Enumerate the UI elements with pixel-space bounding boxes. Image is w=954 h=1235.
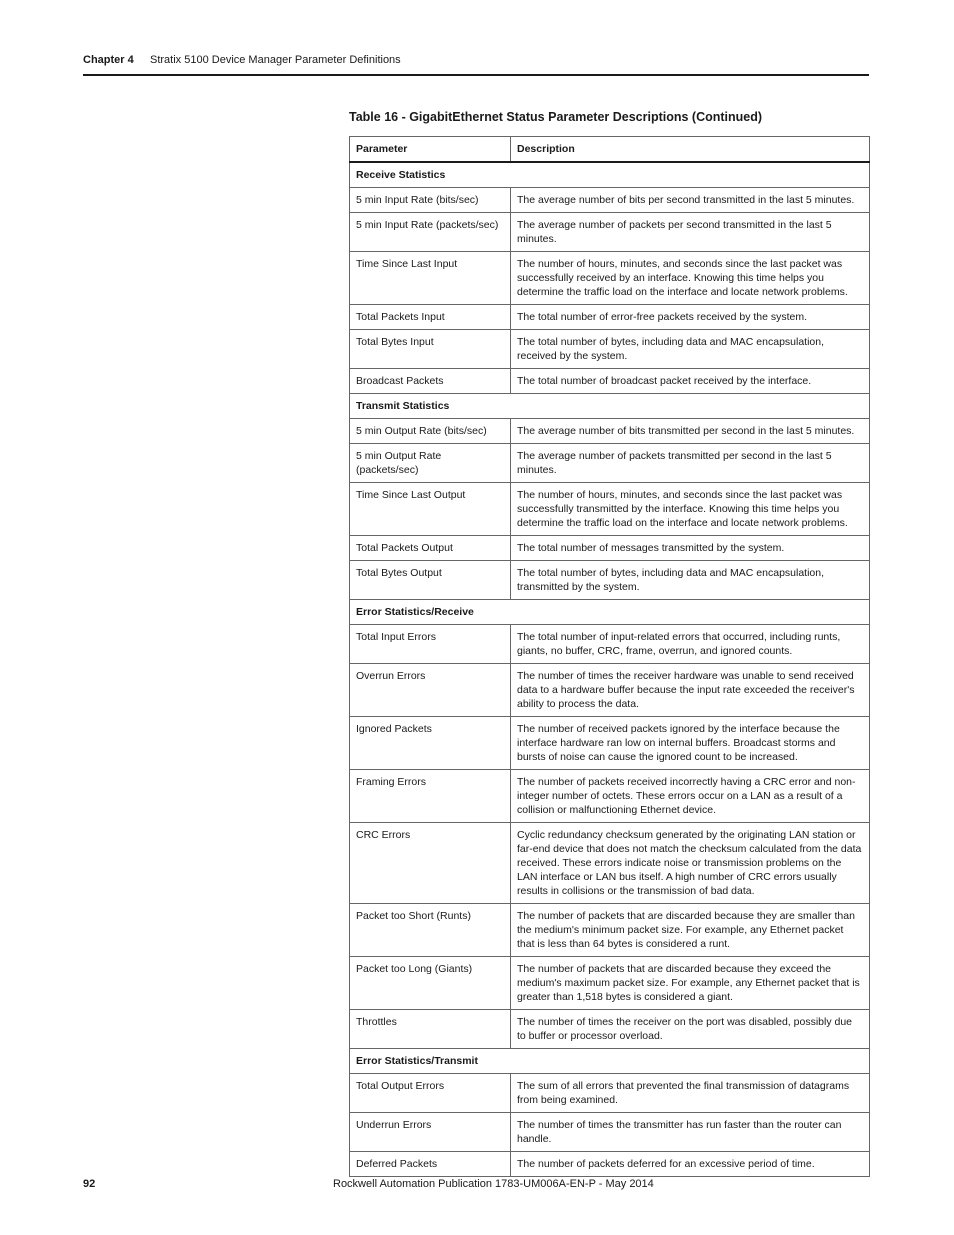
table-row — [350, 717, 870, 770]
description-cell: The average number of bits transmitted per second in the last 5 minutes. — [511, 419, 870, 444]
table-row — [350, 957, 870, 1010]
publication-info: Rockwell Automation Publication 1783-UM006A-EN-P - May 2014 — [333, 1178, 654, 1190]
description-cell: The number of times the transmitter has run faster than the router can handle. — [511, 1113, 870, 1152]
description-cell: The number of hours, minutes, and seconds since the last packet was successfully received by an interface. Knowing this time helps you determine the traffic load on the interface and locate network problems. — [511, 252, 870, 305]
table-row — [350, 536, 870, 561]
description-cell: The average number of packets per second transmitted in the last 5 minutes. — [511, 213, 870, 252]
parameter-cell: Ignored Packets — [350, 717, 511, 770]
description-cell: The sum of all errors that prevented the final transmission of datagrams from being examined. — [511, 1074, 870, 1113]
description-cell: The total number of bytes, including data and MAC encapsulation, received by the system. — [511, 330, 870, 369]
table-row — [350, 1152, 870, 1177]
table-body — [350, 162, 870, 1177]
table-row — [350, 561, 870, 600]
parameter-cell: Time Since Last Output — [350, 483, 511, 536]
parameter-cell: Overrun Errors — [350, 664, 511, 717]
page-header — [83, 53, 869, 67]
parameter-cell: Underrun Errors — [350, 1113, 511, 1152]
table-row — [350, 625, 870, 664]
parameter-cell: Total Packets Output — [350, 536, 511, 561]
table-row — [350, 369, 870, 394]
group-title: Error Statistics/Transmit — [350, 1049, 870, 1074]
parameter-cell: Time Since Last Input — [350, 252, 511, 305]
group-row — [350, 162, 870, 188]
description-cell: The average number of packets transmitted per second in the last 5 minutes. — [511, 444, 870, 483]
table-row — [350, 904, 870, 957]
table-row — [350, 664, 870, 717]
table-row — [350, 1074, 870, 1113]
page-number: 92 — [83, 1178, 96, 1190]
description-cell: The number of packets that are discarded because they exceed the medium's maximum packet size. For example, any Ethernet packet that is greater than 1,518 bytes is considered a giant. — [511, 957, 870, 1010]
group-row — [350, 394, 870, 419]
table-row — [350, 419, 870, 444]
parameter-cell: CRC Errors — [350, 823, 511, 904]
table-row — [350, 188, 870, 213]
parameter-cell: Total Packets Input — [350, 305, 511, 330]
description-cell: The number of received packets ignored by the interface because the interface hardware ran low on internal buffers. Broadcast storms and bursts of noise can cause the ignored count to be increased. — [511, 717, 870, 770]
header-rule — [83, 74, 869, 76]
description-cell: The total number of messages transmitted by the system. — [511, 536, 870, 561]
description-cell: The number of packets deferred for an excessive period of time. — [511, 1152, 870, 1177]
table-row — [350, 305, 870, 330]
description-cell: The average number of bits per second transmitted in the last 5 minutes. — [511, 188, 870, 213]
group-row — [350, 1049, 870, 1074]
description-cell: Cyclic redundancy checksum generated by the originating LAN station or far-end device that does not match the checksum calculated from the data received. These errors indicate noise or transmission problems on the LAN interface or LAN bus itself. A high number of CRC errors usually results in collisions or the transmission of bad data. — [511, 823, 870, 904]
description-cell: The number of times the receiver hardware was unable to send received data to a hardware buffer because the input rate exceeded the receiver's ability to process the data. — [511, 664, 870, 717]
parameter-cell: Broadcast Packets — [350, 369, 511, 394]
parameter-cell: 5 min Output Rate (packets/sec) — [350, 444, 511, 483]
parameter-cell: Throttles — [350, 1010, 511, 1049]
table-row — [350, 213, 870, 252]
parameter-table — [349, 136, 870, 1177]
table-caption: Table 16 - GigabitEthernet Status Parameter Descriptions (Continued) — [349, 110, 763, 124]
table-row — [350, 252, 870, 305]
description-cell: The total number of input-related errors that occurred, including runts, giants, no buffer, CRC, frame, overrun, and ignored counts. — [511, 625, 870, 664]
table-header-row — [350, 137, 870, 163]
column-header-parameter: Parameter — [350, 137, 511, 163]
parameter-cell: Total Bytes Output — [350, 561, 511, 600]
column-header-description: Description — [511, 137, 870, 163]
parameter-cell: 5 min Output Rate (bits/sec) — [350, 419, 511, 444]
parameter-cell: Packet too Short (Runts) — [350, 904, 511, 957]
description-cell: The number of times the receiver on the port was disabled, possibly due to buffer or processor overload. — [511, 1010, 870, 1049]
table-row — [350, 1010, 870, 1049]
parameter-cell: 5 min Input Rate (packets/sec) — [350, 213, 511, 252]
parameter-cell: Framing Errors — [350, 770, 511, 823]
table-row — [350, 483, 870, 536]
description-cell: The number of packets that are discarded because they are smaller than the medium's minimum packet size. For example, any Ethernet packet that is less than 64 bytes is considered a runt. — [511, 904, 870, 957]
group-title: Transmit Statistics — [350, 394, 870, 419]
parameter-cell: 5 min Input Rate (bits/sec) — [350, 188, 511, 213]
description-cell: The total number of bytes, including data and MAC encapsulation, transmitted by the system. — [511, 561, 870, 600]
parameter-cell: Total Output Errors — [350, 1074, 511, 1113]
description-cell: The number of packets received incorrectly having a CRC error and non-integer number of octets. These errors occur on a LAN as a result of a collision or malfunctioning Ethernet device. — [511, 770, 870, 823]
table-row — [350, 330, 870, 369]
parameter-cell: Deferred Packets — [350, 1152, 511, 1177]
page-footer — [83, 1177, 869, 1191]
description-cell: The number of hours, minutes, and seconds since the last packet was successfully transmitted by the interface. Knowing this time helps you determine the traffic load on the interface and locate network problems. — [511, 483, 870, 536]
parameter-cell: Total Input Errors — [350, 625, 511, 664]
parameter-cell: Packet too Long (Giants) — [350, 957, 511, 1010]
group-title: Receive Statistics — [350, 162, 870, 188]
description-cell: The total number of error-free packets received by the system. — [511, 305, 870, 330]
group-title: Error Statistics/Receive — [350, 600, 870, 625]
description-cell: The total number of broadcast packet received by the interface. — [511, 369, 870, 394]
table-row — [350, 444, 870, 483]
chapter-label: Chapter 4 — [83, 54, 134, 66]
table-row — [350, 1113, 870, 1152]
parameter-cell: Total Bytes Input — [350, 330, 511, 369]
table-row — [350, 770, 870, 823]
group-row — [350, 600, 870, 625]
table-row — [350, 823, 870, 904]
section-title: Stratix 5100 Device Manager Parameter Definitions — [150, 54, 401, 66]
